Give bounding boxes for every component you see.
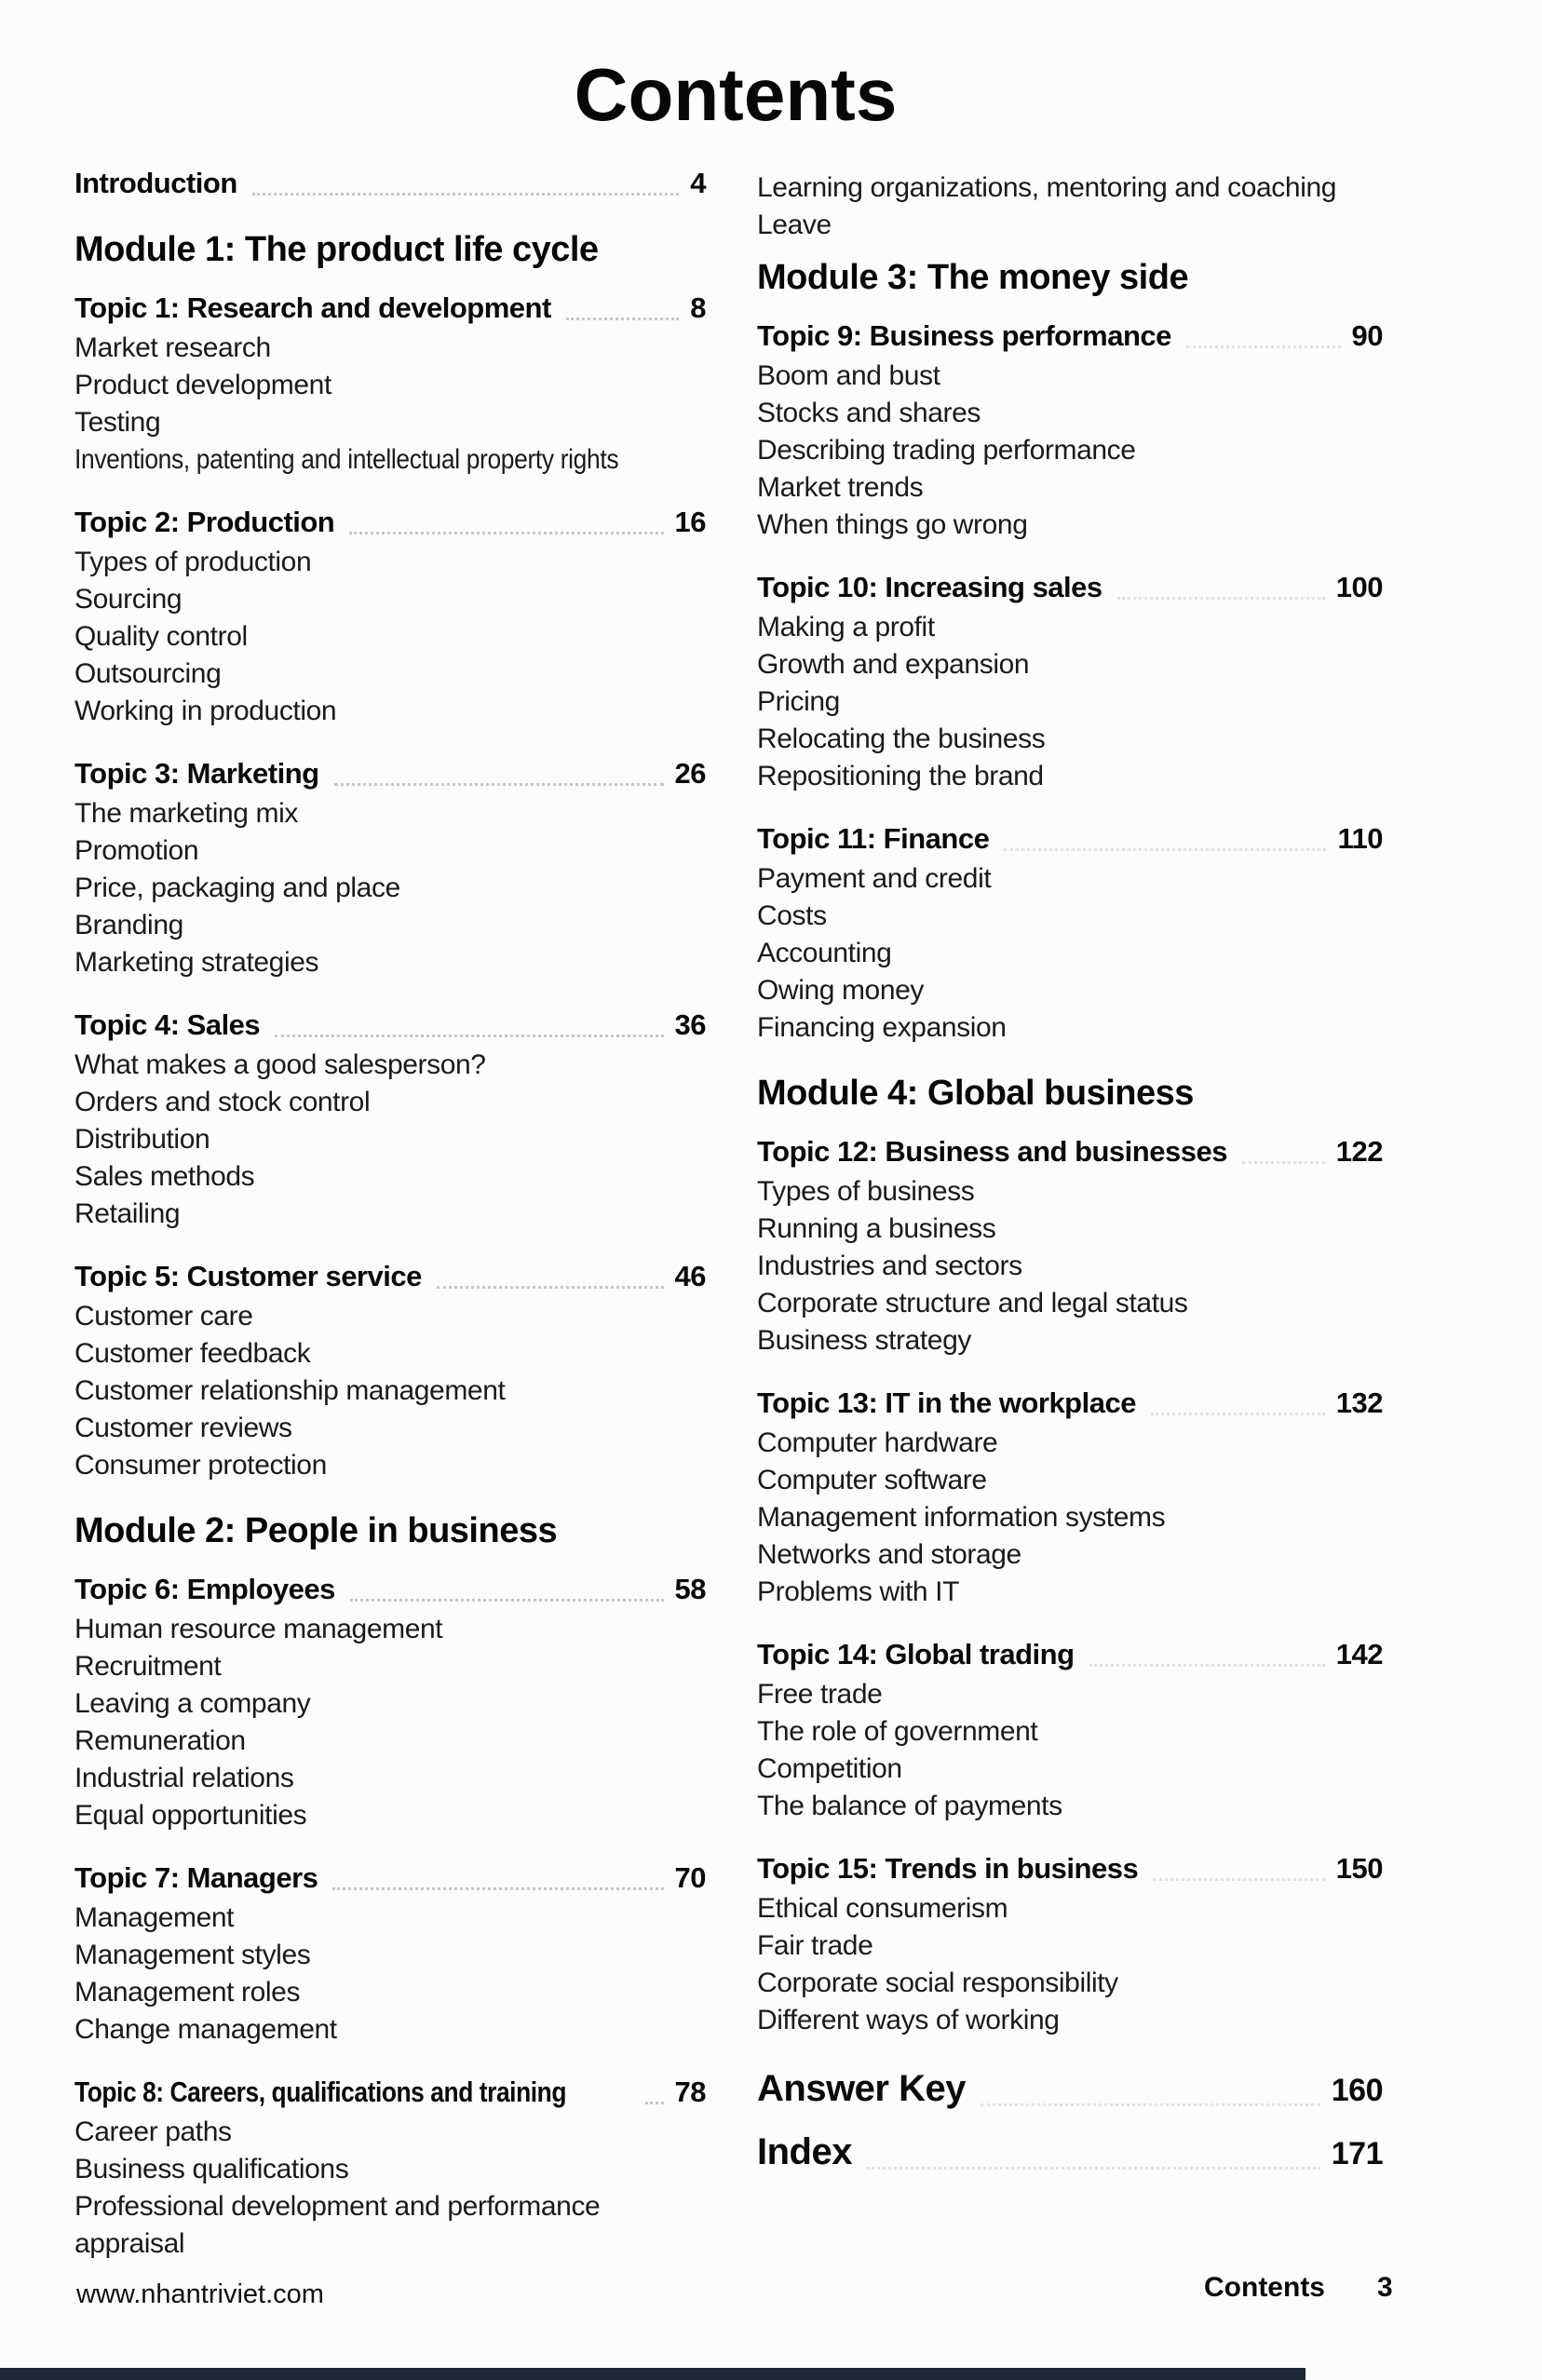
toc-item: Repositioning the brand <box>757 761 1044 791</box>
module-heading: Module 3: The money side <box>757 258 1189 297</box>
toc-entry-row <box>74 1257 706 1296</box>
topic-items <box>757 1890 1383 2039</box>
toc-item: Industrial relations <box>74 1763 294 1793</box>
toc-item: Quality control <box>74 621 248 652</box>
dotted-leader <box>1153 1878 1325 1881</box>
toc-item: Branding <box>74 910 183 940</box>
toc-item: When things go wrong <box>757 509 1028 540</box>
toc-item: Inventions, patenting and intellectual property rights <box>74 444 619 475</box>
dotted-leader <box>1151 1413 1325 1415</box>
toc-item: Market trends <box>757 472 924 503</box>
toc-entry-title: Topic 8: Careers, qualifications and training <box>74 2076 566 2108</box>
toc-item: Running a business <box>757 1213 996 1244</box>
dotted-leader <box>867 2167 1320 2170</box>
toc-item: Remuneration <box>74 1725 246 1756</box>
topic-items <box>74 795 706 981</box>
toc-entry-page-number: 70 <box>674 1861 706 1894</box>
toc-entry-row <box>757 1849 1383 1888</box>
toc-column-left <box>74 164 706 2287</box>
dotted-leader <box>566 318 679 320</box>
toc-topic <box>757 1635 1383 1825</box>
toc-entry-title: Answer Key <box>757 2068 966 2109</box>
toc-entry-title: Topic 12: Business and businesses <box>757 1135 1227 1168</box>
toc-entry-row <box>74 503 706 542</box>
toc-entry-title: Topic 5: Customer service <box>74 1260 422 1292</box>
dotted-leader <box>437 1286 664 1289</box>
topic-items <box>757 1425 1383 1611</box>
toc-item: Professional development and performance appraisal <box>74 2191 601 2259</box>
topic-items <box>74 1047 706 1233</box>
toc-item: Business strategy <box>757 1325 971 1356</box>
toc-item: Industries and sectors <box>757 1251 1022 1281</box>
toc-entry-title: Topic 15: Trends in business <box>757 1852 1139 1885</box>
toc-item: Human resource management <box>74 1614 443 1644</box>
toc-entry-row <box>757 2063 1383 2114</box>
module-heading: Module 4: Global business <box>757 1074 1194 1113</box>
toc-entry-page-number: 8 <box>690 291 706 324</box>
toc-entry-page-number: 132 <box>1335 1386 1383 1419</box>
toc-topic <box>757 317 1383 544</box>
toc-entry-page-number: 36 <box>674 1008 706 1041</box>
toc-entry-row <box>74 2073 706 2112</box>
toc-entry-large <box>757 2127 1383 2177</box>
toc-entry-row <box>757 2127 1383 2177</box>
dotted-leader <box>275 1034 663 1037</box>
toc-item: Costs <box>757 900 827 931</box>
toc-item: Growth and expansion <box>757 649 1030 680</box>
toc-entry-title: Topic 13: IT in the workplace <box>757 1386 1136 1419</box>
topic-items <box>74 330 706 479</box>
toc-item: Customer reviews <box>74 1413 292 1443</box>
toc-entry-page-number: 160 <box>1331 2073 1383 2108</box>
toc-item: The marketing mix <box>74 798 298 829</box>
toc-item: Management styles <box>74 1940 311 1970</box>
topic-items <box>74 2114 706 2263</box>
dotted-leader <box>252 193 679 196</box>
toc-item: Leave <box>757 210 832 240</box>
dotted-leader <box>332 1887 663 1890</box>
toc-item: Ethical consumerism <box>757 1893 1008 1924</box>
toc-column-right <box>757 169 1383 2177</box>
topic-items <box>757 609 1383 795</box>
toc-item: Types of business <box>757 1176 975 1207</box>
toc-item: What makes a good salesperson? <box>74 1049 486 1080</box>
toc-topic <box>757 568 1383 795</box>
toc-item: Leaving a company <box>74 1688 311 1719</box>
toc-entry-page-number: 16 <box>674 506 706 538</box>
topic-items <box>74 1611 706 1834</box>
toc-entry-title: Topic 4: Sales <box>74 1008 261 1041</box>
topic-items <box>757 1173 1383 1359</box>
topic-items <box>757 860 1383 1047</box>
toc-entry-page-number: 122 <box>1335 1135 1383 1168</box>
toc-item: Working in production <box>74 696 337 726</box>
toc-entry-page-number: 142 <box>1335 1638 1383 1670</box>
toc-topic <box>74 754 706 981</box>
toc-entry-page-number: 46 <box>674 1260 706 1292</box>
toc-entry-page-number: 171 <box>1331 2136 1383 2171</box>
toc-item: Problems with IT <box>757 1576 959 1607</box>
toc-item: Sourcing <box>74 584 183 615</box>
dotted-leader <box>1186 345 1341 348</box>
toc-item: Change management <box>74 2014 337 2045</box>
footer-page-indicator <box>1204 2272 1393 2304</box>
toc-item: Career paths <box>74 2116 232 2147</box>
toc-entry-title: Topic 2: Production <box>74 506 335 538</box>
toc-entry-title: Topic 6: Employees <box>74 1573 335 1605</box>
toc-entry-row <box>74 1006 706 1045</box>
toc-entry-title: Introduction <box>74 167 237 199</box>
toc-topic <box>757 1132 1383 1359</box>
toc-item: Business qualifications <box>74 2154 349 2184</box>
dotted-leader <box>334 783 664 786</box>
dotted-leader <box>981 2103 1320 2106</box>
toc-item: Corporate social responsibility <box>757 1968 1118 1998</box>
dotted-leader <box>1242 1161 1325 1164</box>
toc-item: Financing expansion <box>757 1012 1007 1043</box>
toc-item: Recruitment <box>74 1651 222 1682</box>
toc-topic <box>74 2073 706 2263</box>
toc-item: Orders and stock control <box>74 1087 371 1117</box>
toc-entry-title: Topic 1: Research and development <box>74 291 551 324</box>
toc-entry-row <box>74 164 706 203</box>
toc-item: Stocks and shares <box>757 398 981 428</box>
module-heading: Module 1: The product life cycle <box>74 230 599 269</box>
toc-item: Market research <box>74 332 271 363</box>
topic-items <box>74 1298 706 1484</box>
toc-topic <box>757 1849 1383 2039</box>
dotted-leader <box>1117 597 1325 600</box>
toc-item: Distribution <box>74 1124 210 1155</box>
toc-item: Making a profit <box>757 612 935 642</box>
toc-entry-title: Topic 10: Increasing sales <box>757 571 1102 603</box>
toc-item: Price, packaging and place <box>74 872 400 903</box>
toc-item: Retailing <box>74 1198 181 1229</box>
toc-item: Customer feedback <box>74 1338 311 1369</box>
toc-topic <box>74 1570 706 1834</box>
toc-entry-large <box>757 2063 1383 2114</box>
toc-item: Boom and bust <box>757 360 940 391</box>
toc-item: The balance of payments <box>757 1791 1062 1821</box>
toc-entry-row <box>74 754 706 793</box>
toc-item: Customer relationship management <box>74 1375 506 1406</box>
toc-topic <box>757 1384 1383 1611</box>
footer-website: www.nhantriviet.com <box>76 2279 324 2309</box>
toc-topic <box>74 1859 706 2049</box>
toc-entry-title: Topic 7: Managers <box>74 1861 318 1894</box>
toc-topic <box>74 289 706 479</box>
toc-entry-page-number: 100 <box>1335 571 1383 603</box>
toc-topic <box>74 1257 706 1484</box>
toc-entry-page-number: 26 <box>674 757 706 790</box>
topic-items-continued <box>757 169 1383 244</box>
toc-item: Payment and credit <box>757 863 992 894</box>
toc-item: Types of production <box>74 547 312 577</box>
toc-item: Management roles <box>74 1977 301 2008</box>
toc-entry-page-number: 110 <box>1337 822 1383 855</box>
topic-items <box>74 1900 706 2049</box>
toc-item: Free trade <box>757 1679 883 1710</box>
dotted-leader <box>1004 848 1326 851</box>
dotted-leader <box>645 2102 663 2104</box>
toc-item: Different ways of working <box>757 2005 1060 2035</box>
toc-item: Customer care <box>74 1301 253 1332</box>
toc-entry-row <box>74 1859 706 1898</box>
page-title: Contents <box>574 53 898 136</box>
toc-entry-row <box>74 1570 706 1609</box>
topic-items <box>757 1676 1383 1825</box>
footer-section-label: Contents <box>1204 2272 1325 2303</box>
toc-item: Corporate structure and legal status <box>757 1288 1188 1318</box>
toc-item: Accounting <box>757 938 892 968</box>
toc-item: Describing trading performance <box>757 435 1136 466</box>
toc-entry-page-number: 58 <box>674 1573 706 1605</box>
toc-item: The role of government <box>757 1716 1038 1747</box>
toc-item: Learning organizations, mentoring and coaching <box>757 172 1337 203</box>
toc-item: Fair trade <box>757 1930 873 1961</box>
toc-entry-row <box>757 568 1383 607</box>
toc-item: Marketing strategies <box>74 947 319 978</box>
toc-entry-title: Topic 14: Global trading <box>757 1638 1075 1670</box>
topic-items <box>74 544 706 730</box>
footer-page-number: 3 <box>1377 2272 1393 2303</box>
toc-topic <box>74 503 706 730</box>
toc-entry-page-number: 90 <box>1351 319 1383 352</box>
module-heading: Module 2: People in business <box>74 1511 558 1550</box>
toc-item: Pricing <box>757 686 840 717</box>
toc-item: Owing money <box>757 975 925 1006</box>
toc-entry-page-number: 78 <box>674 2076 706 2108</box>
toc-item: Competition <box>757 1753 902 1784</box>
topic-items <box>757 358 1383 544</box>
toc-entry-row <box>74 289 706 328</box>
dotted-leader <box>349 532 663 534</box>
toc-topic <box>757 819 1383 1047</box>
toc-entry-row <box>757 1635 1383 1674</box>
scan-artifact-bar <box>0 2368 1305 2380</box>
toc-topic <box>74 1006 706 1233</box>
toc-entry-row <box>757 1132 1383 1171</box>
toc-entry-title: Index <box>757 2131 852 2172</box>
toc-entry-title: Topic 9: Business performance <box>757 319 1171 352</box>
toc-entry-row <box>757 317 1383 356</box>
toc-entry-title: Topic 3: Marketing <box>74 757 319 790</box>
toc-entry-title: Topic 11: Finance <box>757 822 990 855</box>
toc-item: Equal opportunities <box>74 1800 307 1831</box>
toc-item: Computer hardware <box>757 1427 998 1458</box>
toc-topic <box>74 164 706 203</box>
dotted-leader <box>350 1599 664 1602</box>
toc-item: Consumer protection <box>74 1450 327 1481</box>
toc-entry-page-number: 4 <box>690 167 706 199</box>
toc-item: Product development <box>74 370 331 400</box>
toc-item: Testing <box>74 407 161 438</box>
toc-item: Promotion <box>74 835 199 866</box>
toc-item: Computer software <box>757 1465 987 1495</box>
toc-entry-row <box>757 1384 1383 1423</box>
toc-item: Management <box>74 1902 235 1933</box>
dotted-leader <box>1089 1664 1325 1667</box>
toc-entry-row <box>757 819 1383 859</box>
toc-item: Outsourcing <box>74 658 222 689</box>
toc-entry-page-number: 150 <box>1335 1852 1383 1885</box>
toc-item: Relocating the business <box>757 723 1046 754</box>
toc-item: Networks and storage <box>757 1539 1021 1570</box>
toc-item: Sales methods <box>74 1161 255 1192</box>
toc-item: Management information systems <box>757 1502 1166 1533</box>
